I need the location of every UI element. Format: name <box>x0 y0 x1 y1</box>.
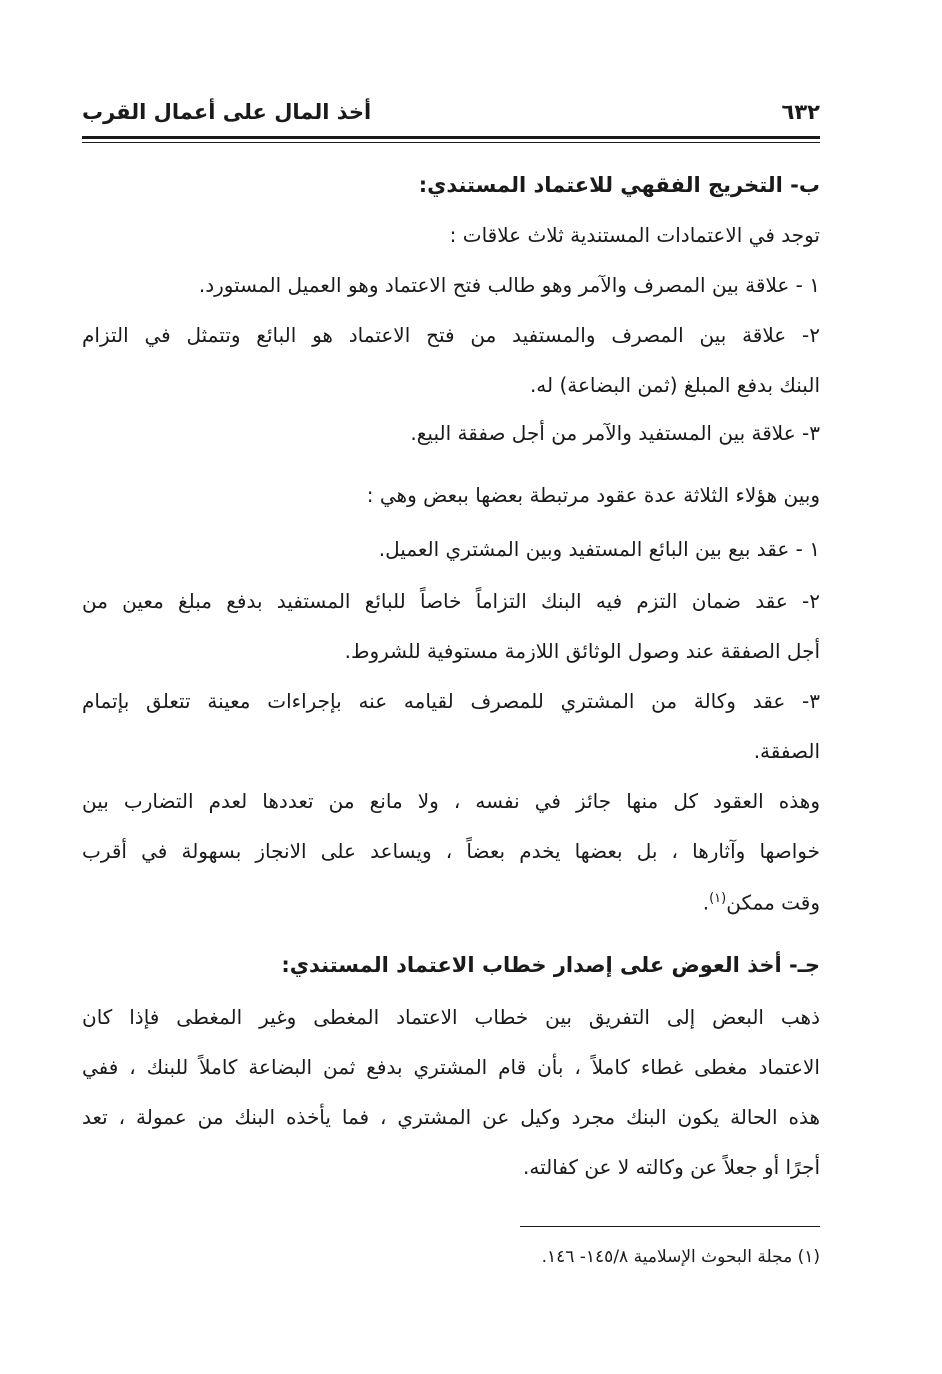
page-number: ٦٣٢ <box>781 100 820 124</box>
contract-2-line-2: أجل الصفقة عند وصول الوثائق اللازمة مستوفية للشروط. <box>344 639 820 663</box>
footnote-reference: (١) <box>709 891 727 906</box>
running-title: أخذ المال على أعمال القرب <box>82 100 372 124</box>
paragraph-line-3-text: وقت ممكن <box>726 890 820 915</box>
section-b-heading: ب- التخريج الفقهي للاعتماد المستندي: <box>418 173 820 197</box>
section-c-line-1: ذهب البعض إلى التفريق بين خطاب الاعتماد المغطى وغير المغطى فإذا كان <box>82 1005 820 1029</box>
page-header <box>82 92 820 132</box>
header-rule-thin <box>82 142 820 143</box>
paragraph-line-3 <box>82 882 820 916</box>
footnote-text: (١) مجلة البحوث الإسلامية ١٤٥/٨- ١٤٦. <box>541 1247 820 1267</box>
relation-1: ١ - علاقة بين المصرف والآمر وهو طالب فتح الاعتماد وهو العميل المستورد. <box>198 273 820 297</box>
footnote-rule <box>520 1226 820 1227</box>
relation-2-line-1: ٢- علاقة بين المصرف والمستفيد من فتح الاعتماد هو البائع وتتمثل في التزام <box>82 323 820 347</box>
section-c-line-4: أجرًا أو جعلاً عن وكالته لا عن كفالته. <box>523 1155 820 1179</box>
contracts-intro: وبين هؤلاء الثلاثة عدة عقود مرتبطة بعضها ببعض وهي : <box>366 483 820 507</box>
paragraph-line-2: خواصها وآثارها ، بل بعضها يخدم بعضاً ، ويساعد على الانجاز بسهولة في أقرب <box>82 839 820 863</box>
relation-3: ٣- علاقة بين المستفيد والآمر من أجل صفقة البيع. <box>410 421 820 445</box>
contract-3-line-1: ٣- عقد وكالة من المشتري للمصرف لقيامه عنه بإجراءات معينة تتعلق بإتمام <box>82 689 820 713</box>
paragraph-line-3-end: . <box>702 890 710 915</box>
relation-2-line-2: البنك بدفع المبلغ (ثمن البضاعة) له. <box>529 373 820 397</box>
section-c-line-3: هذه الحالة يكون البنك مجرد وكيل عن المشتري ، فما يأخذه البنك من عمولة ، تعد <box>82 1105 820 1129</box>
section-c-heading: جـ- أخذ العوض على إصدار خطاب الاعتماد المستندي: <box>281 953 820 977</box>
contract-2-line-1: ٢- عقد ضمان التزم فيه البنك التزاماً خاصاً للبائع المستفيد بدفع مبلغ معين من <box>82 589 820 613</box>
contract-1: ١ - عقد بيع بين البائع المستفيد وبين المشتري العميل. <box>378 537 820 561</box>
section-b-intro: توجد في الاعتمادات المستندية ثلاث علاقات : <box>449 223 820 247</box>
paragraph-line-1: وهذه العقود كل منها جائز في نفسه ، ولا مانع من تعددها لعدم التضارب بين <box>82 789 820 813</box>
header-rule <box>82 136 820 139</box>
contract-3-line-2: الصفقة. <box>753 739 820 763</box>
section-c-line-2: الاعتماد مغطى غطاء كاملاً ، بأن قام المشتري بدفع ثمن البضاعة كاملاً للبنك ، ففي <box>82 1055 820 1079</box>
